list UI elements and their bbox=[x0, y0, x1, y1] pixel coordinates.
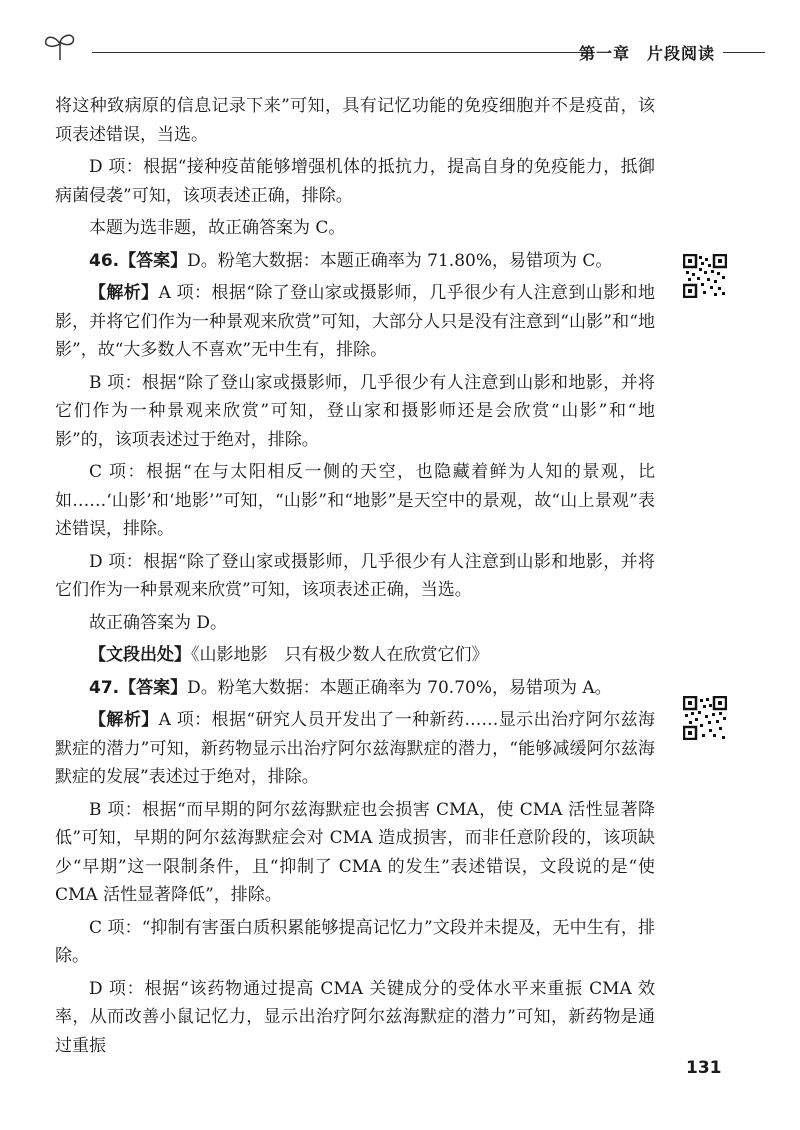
paragraph-text: D 项：根据“除了登山家或摄影师，几乎很少有人注意到山影和地影，并将它们作为一种景观来欣赏”可知，该项表述正确，当选。 bbox=[55, 551, 655, 600]
paragraph-text: A 项：根据“研究人员开发出了一种新药……显示出治疗阿尔兹海默症的潜力”可知，新药物显示出治疗阿尔兹海默症的潜力，“能够减缓阿尔兹海默症的发展”表述过于绝对，排除。 bbox=[55, 710, 656, 787]
paragraph-tag: 47.【答案】 bbox=[89, 677, 188, 698]
paragraph bbox=[55, 641, 655, 670]
paragraph-tag: 46.【答案】 bbox=[89, 250, 188, 271]
paragraph-text: D。粉笔大数据：本题正确率为 71.80%，易错项为 C。 bbox=[187, 250, 613, 271]
paragraph bbox=[55, 609, 655, 638]
paragraph bbox=[55, 458, 655, 544]
paragraph-text: B 项：根据“而早期的阿尔兹海默症也会损害 CMA，使 CMA 活性显著降低”可知，早期的阿尔兹海默症会对 CMA 造成损害，而非任意阶段的，该项缺少“早期”这一限制条件，且“抑制了 CMA 的发生”表述错误，文段说的是“使 CMA 活性显著降低”，排除。 bbox=[55, 799, 655, 905]
paragraph-text: 将这种致病原的信息记录下来”可知，具有记忆功能的免疫细胞并不是疫苗，该项表述错误，当选。 bbox=[55, 96, 655, 145]
paragraph-text: 本题为选非题，故正确答案为 C。 bbox=[89, 218, 346, 238]
paragraph bbox=[55, 914, 655, 971]
paragraph bbox=[55, 279, 655, 365]
paragraph-text: D 项：根据“接种疫苗能够增强机体的抵抗力，提高自身的免疫能力，抵御病菌侵袭”可知，该项表述正确，排除。 bbox=[55, 157, 655, 206]
paragraph-tag: 【解析】 bbox=[89, 710, 159, 730]
chapter-title: 第一章 片段阅读 bbox=[578, 44, 715, 63]
paragraph-text: 《山影地影 只有极少数人在欣赏它们》 bbox=[191, 645, 489, 665]
paragraph-text: A 项：根据“除了登山家或摄影师，几乎很少有人注意到山影和地影，并将它们作为一种景观来欣赏”可知，大部分人只是没有注意到“山影”和“地影”，故“大多数人不喜欢”无中生有，排除。 bbox=[55, 283, 655, 360]
paragraph bbox=[55, 674, 655, 703]
paragraph bbox=[55, 548, 655, 605]
paragraph bbox=[55, 153, 655, 210]
paragraph bbox=[55, 369, 655, 455]
paragraph-text: 故正确答案为 D。 bbox=[89, 612, 228, 633]
paragraph bbox=[55, 706, 655, 792]
qr-code-icon bbox=[683, 254, 727, 298]
paragraph bbox=[55, 92, 655, 149]
paragraph-text: B 项：根据“除了登山家或摄影师，几乎很少有人注意到山影和地影，并将它们作为一种景观来欣赏”可知，登山家和摄影师还是会欣赏“山影”和“地影”的，该项表述过于绝对，排除。 bbox=[55, 372, 655, 450]
page-header bbox=[40, 30, 765, 80]
paragraph-tag: 【文段出处】 bbox=[89, 645, 191, 665]
answer-explanation-text bbox=[55, 92, 655, 1064]
paragraph-text: C 项：根据“在与太阳相反一侧的天空，也隐藏着鲜为人知的景观，比如……‘山影’和‘地影’”可知，“山影”和“地影”是天空中的景观，故“山上景观”表述错误，排除。 bbox=[55, 462, 655, 539]
paragraph-text: C 项：“抑制有害蛋白质积累能够提高记忆力”文段并未提及，无中生有，排除。 bbox=[55, 917, 655, 966]
paragraph bbox=[55, 975, 655, 1061]
paragraph bbox=[55, 247, 655, 276]
paragraph-tag: 【解析】 bbox=[89, 283, 159, 303]
qr-code-icon bbox=[683, 696, 727, 740]
sprout-icon bbox=[40, 30, 80, 62]
paragraph-text: D。粉笔大数据：本题正确率为 70.70%，易错项为 A。 bbox=[187, 677, 612, 698]
header-rule-left bbox=[92, 52, 595, 53]
paragraph bbox=[55, 796, 655, 910]
header-rule-right bbox=[723, 52, 765, 53]
paragraph-text: D 项：根据“该药物通过提高 CMA 关键成分的受体水平来重振 CMA 效率，从而改善小鼠记忆力，显示出治疗阿尔兹海默症的潜力”可知，新药物是通过重振 bbox=[55, 978, 655, 1056]
page-number: 131 bbox=[686, 1058, 722, 1078]
paragraph bbox=[55, 214, 655, 243]
